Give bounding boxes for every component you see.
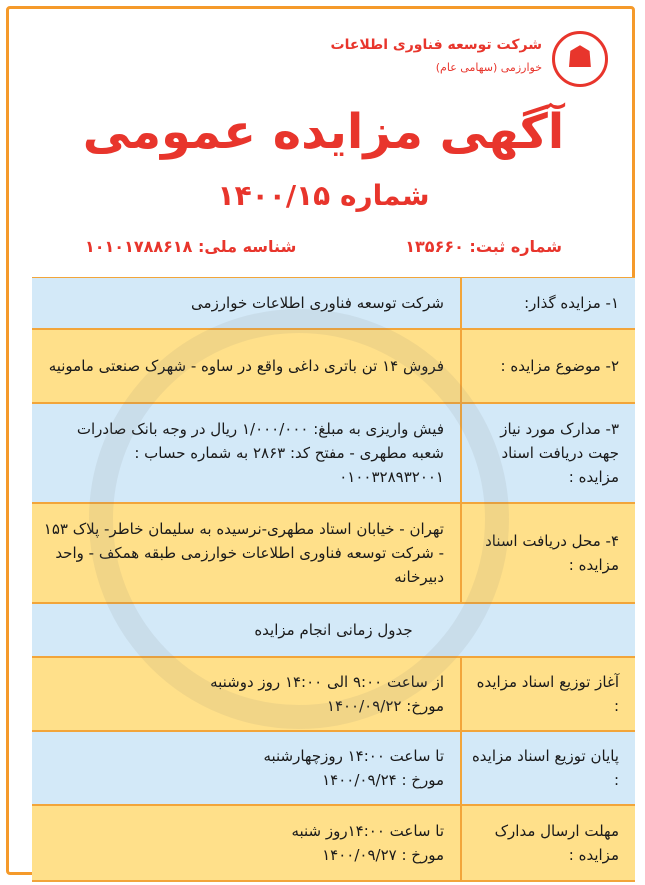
schedule-date: مورخ: ۱۴۰۰/۰۹/۲۲ <box>326 697 444 715</box>
schedule-title-row <box>32 604 635 658</box>
row-value <box>32 806 460 880</box>
national-id: شناسه ملی: ۱۰۱۰۱۷۸۸۶۱۸ <box>85 237 297 256</box>
company-logo-icon: ☗ <box>552 31 608 87</box>
table-row <box>32 658 635 732</box>
details-table <box>32 277 635 864</box>
schedule-title: جدول زمانی انجام مزایده <box>254 621 413 639</box>
schedule-line: تا ساعت ۱۴:۰۰روز شنبه <box>291 822 444 840</box>
table-row <box>32 278 635 330</box>
row-value <box>32 658 460 730</box>
row-label: ۱- مزایده گذار: <box>460 278 635 328</box>
row-value: شرکت توسعه فناوری اطلاعات خوارزمی <box>191 294 444 312</box>
row-value: فیش واریزی به مبلغ: ۱/۰۰۰/۰۰۰ ریال در وجه بانک صادرات شعبه مطهری - مفتح کد: ۲۸۶۳ به شماره حساب : ۰۱۰۰۳۲۸۹۳۲۰۰۱ <box>76 420 444 486</box>
table-row <box>32 504 635 604</box>
table-row <box>32 732 635 806</box>
table-row <box>32 806 635 882</box>
table-row <box>32 330 635 404</box>
row-value <box>32 732 460 804</box>
table-row <box>32 404 635 504</box>
registration-number: شماره ثبت: ۱۳۵۶۶۰ <box>405 237 562 256</box>
row-label: آغاز توزیع اسناد مزایده : <box>460 658 635 730</box>
schedule-line: از ساعت ۹:۰۰ الی ۱۴:۰۰ روز دوشنبه <box>210 673 444 691</box>
schedule-date: مورخ : ۱۴۰۰/۰۹/۲۷ <box>322 846 444 864</box>
schedule-date: مورخ : ۱۴۰۰/۰۹/۲۴ <box>322 771 444 789</box>
company-subtitle: خوارزمی (سهامی عام) <box>435 61 542 74</box>
row-label: ۳- مدارک مورد نیاز جهت دریافت اسناد مزایده : <box>460 404 635 502</box>
row-value: فروش ۱۴ تن باتری داغی واقع در ساوه - شهرک صنعتی مامونیه <box>48 357 444 375</box>
company-logo-block <box>330 31 608 91</box>
row-value: تهران - خیابان استاد مطهری-نرسیده به سلیمان خاطر- پلاک ۱۵۳ - شرکت توسعه فناوری اطلاعات خوارزمی طبقه همکف - واحد دبیرخانه <box>43 520 444 586</box>
ad-frame <box>6 6 635 875</box>
row-label: ۲- موضوع مزایده : <box>460 330 635 402</box>
schedule-line: تا ساعت ۱۴:۰۰ روزچهارشنبه <box>263 747 444 765</box>
announcement-number: شماره ۱۴۰۰/۱۵ <box>217 179 430 212</box>
row-label: ۴- محل دریافت اسناد مزایده : <box>460 504 635 602</box>
row-label: مهلت ارسال مدارک مزایده : <box>460 806 635 880</box>
page-title: آگهی مزایده عمومی <box>82 104 565 160</box>
company-name: شرکت توسعه فناوری اطلاعات <box>330 37 542 53</box>
row-label: پایان توزیع اسناد مزایده : <box>460 732 635 804</box>
